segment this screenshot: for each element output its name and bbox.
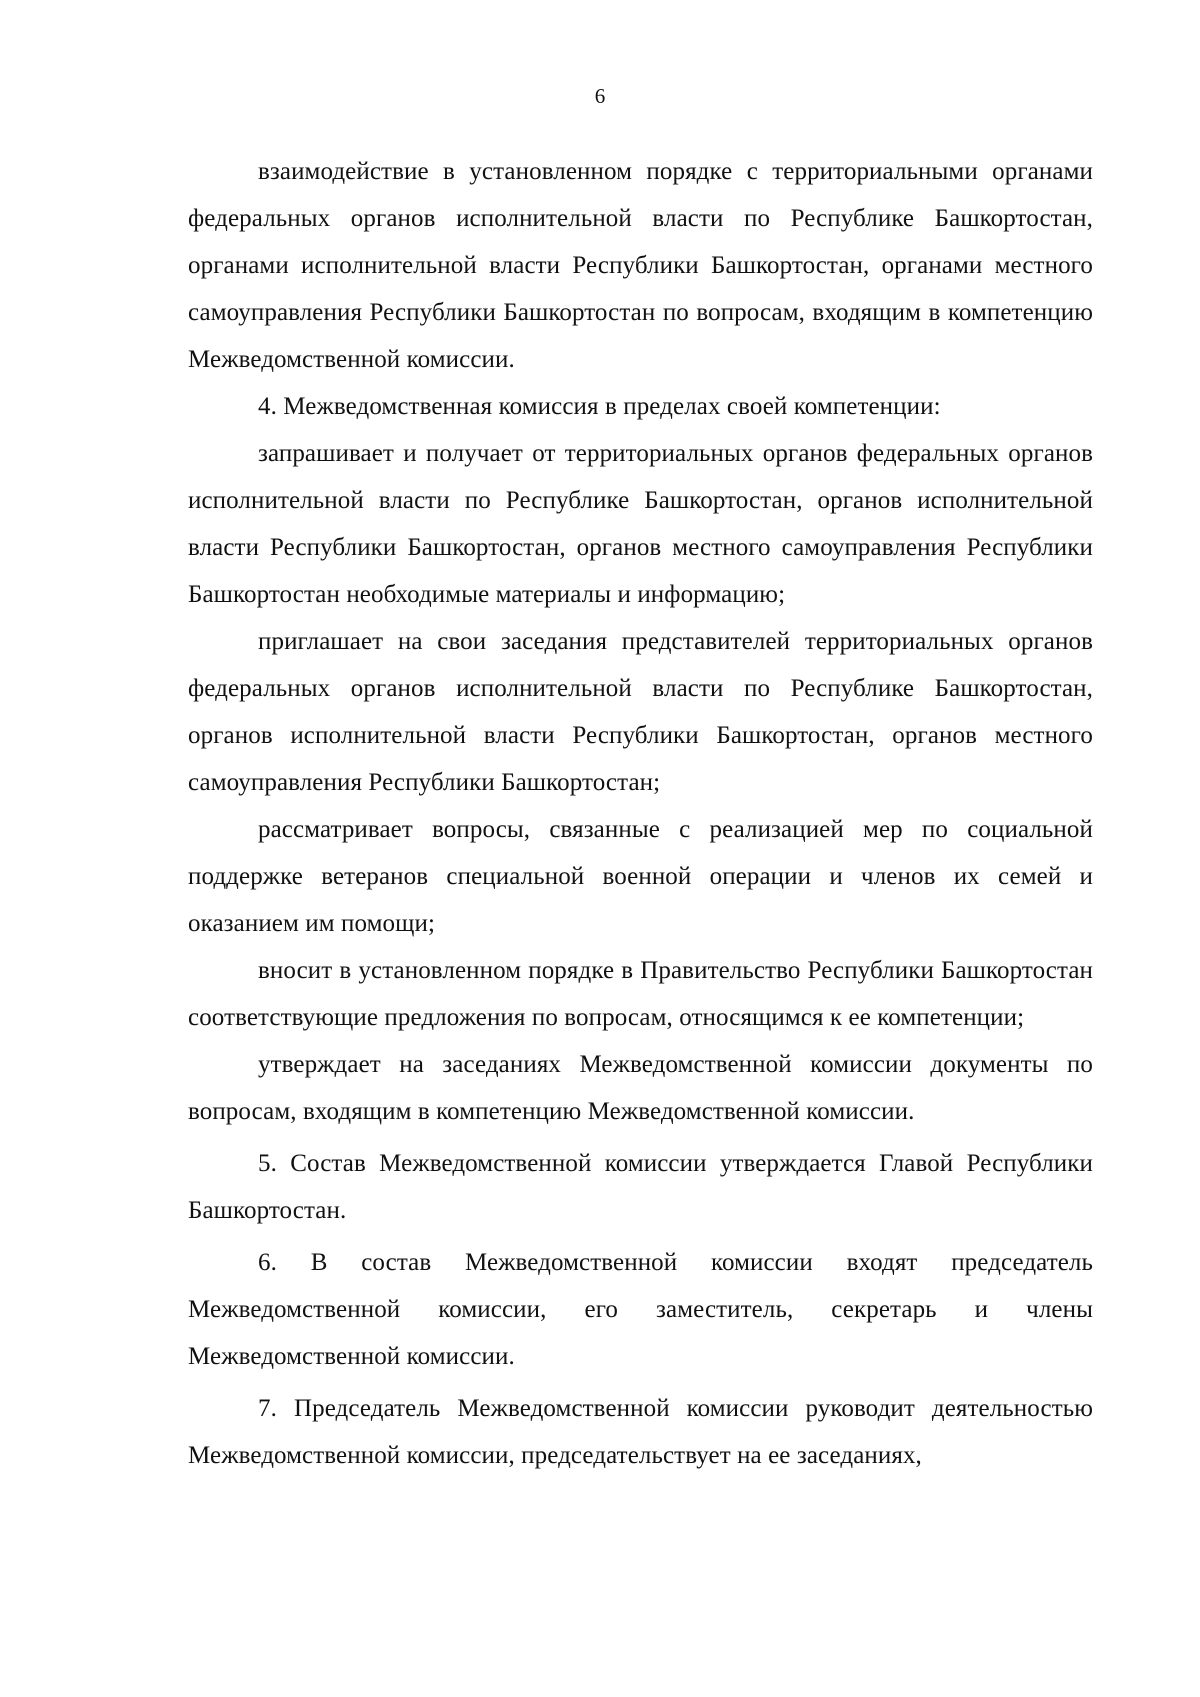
- paragraph-interaction: взаимодействие в установленном порядке с территориальными органами федеральных органов исполнительной власти по Республике Башкортостан, органами исполнительной власти Республики Башкортостан, органами местного самоуправления Республики Башкортостан по вопросам, входящим в компетенцию Межведомственной комиссии.: [188, 158, 1093, 373]
- page-number: 6: [594, 84, 606, 108]
- paragraph-approves-documents: утверждает на заседаниях Межведомственной комиссии документы по вопросам, входящим в компетенцию Межведомственной комиссии.: [188, 1051, 1093, 1125]
- paragraph-item-7: 7. Председатель Межведомственной комиссии руководит деятельностью Межведомственной комиссии, председательствует на ее заседаниях,: [188, 1395, 1093, 1469]
- paragraph-item-4: 4. Межведомственная комиссия в пределах своей компетенции:: [258, 393, 941, 420]
- document-body: [188, 148, 1093, 1479]
- paragraph-submits-proposals: вносит в установленном порядке в Правительство Республики Башкортостан соответствующие предложения по вопросам, относящимся к ее компетенции;: [188, 957, 1093, 1031]
- paragraph-requests-materials: запрашивает и получает от территориальных органов федеральных органов исполнительной власти по Республике Башкортостан, органов исполнительной власти Республики Башкортостан, органов местного самоуправления Республики Башкортостан необходимые материалы и информацию;: [188, 440, 1093, 608]
- paragraph-item-6: 6. В состав Межведомственной комиссии входят председатель Межведомственной комиссии, его заместитель, секретарь и члены Межведомственной комиссии.: [188, 1249, 1093, 1370]
- paragraph-invites-representatives: приглашает на свои заседания представителей территориальных органов федеральных органов исполнительной власти по Республике Башкортостан, органов исполнительной власти Республики Башкортостан, органов местного самоуправления Республики Башкортостан;: [188, 628, 1093, 796]
- paragraph-item-5: 5. Состав Межведомственной комиссии утверждается Главой Республики Башкортостан.: [188, 1150, 1093, 1224]
- paragraph-considers-issues: рассматривает вопросы, связанные с реализацией мер по социальной поддержке ветеранов специальной военной операции и членов их семей и оказанием им помощи;: [188, 816, 1093, 937]
